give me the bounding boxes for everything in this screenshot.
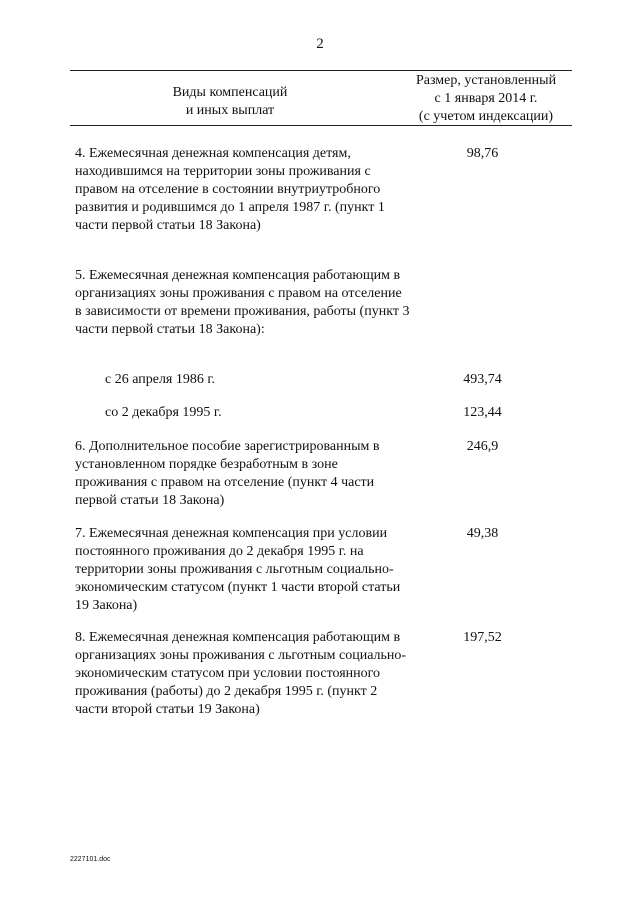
header-kinds-line-1: Виды компенсаций	[172, 85, 288, 100]
item-5-text: 5. Ежемесячная денежная компенсация работающим в организациях зоны проживания с правом на отселение в зависимости от времени проживания, работы (пункт 3 части первой статьи 18 Закона):	[75, 268, 410, 337]
header-amount-line-2: с 1 января 2014 г.	[434, 91, 538, 106]
footer-filename: 2227101.doc	[70, 856, 111, 863]
item-6-amount: 246,9	[466, 439, 499, 454]
item-5b-text: со 2 декабря 1995 г.	[105, 405, 222, 420]
table-header-bottom-rule	[70, 125, 572, 126]
item-7-amount: 49,38	[466, 526, 499, 541]
header-column-kinds	[70, 84, 390, 120]
item-8-text: 8. Ежемесячная денежная компенсация работающим в организациях зоны проживания с льготным социально-экономическим статусом при условии постоянного проживания (работы) до 2 декабря 1995 г. (пункт 2 части второй статьи 19 Закона)	[75, 630, 407, 717]
item-5a-text: с 26 апреля 1986 г.	[105, 372, 216, 387]
page-number: 2	[316, 36, 324, 52]
header-kinds-line-2: и иных выплат	[185, 103, 275, 118]
header-amount-line-1: Размер, установленный	[415, 73, 557, 88]
item-5a-amount: 493,74	[463, 372, 502, 387]
item-4-text: 4. Ежемесячная денежная компенсация детям, находившимся на территории зоны проживания с правом на отселение в состоянии внутриутробного развития и родившимся до 1 апреля 1987 г. (пункт 1 части первой статьи 18 Закона)	[75, 146, 385, 233]
item-7-text: 7. Ежемесячная денежная компенсация при условии постоянного проживания до 2 декабря 1995 г. на территории зоны проживания с льготным социально-экономическим статусом (пункт 1 части второй статьи 19 Закона)	[75, 526, 401, 613]
header-amount-line-3: (с учетом индексации)	[418, 109, 554, 124]
header-column-amount	[400, 72, 572, 126]
item-8-amount: 197,52	[463, 630, 502, 645]
item-5b-amount: 123,44	[463, 405, 502, 420]
item-4-amount: 98,76	[466, 146, 499, 161]
table-top-rule	[70, 70, 572, 71]
item-6-text: 6. Дополнительное пособие зарегистрированным в установленном порядке безработным в зоне проживания с правом на отселение (пункт 4 части первой статьи 18 Закона)	[75, 439, 380, 508]
